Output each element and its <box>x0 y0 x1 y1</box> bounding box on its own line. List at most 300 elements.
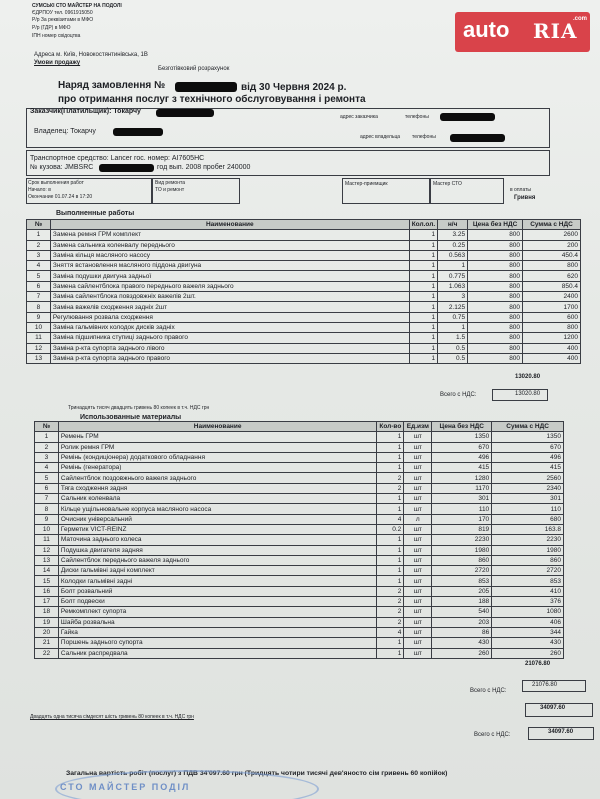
table-cell: 1 <box>409 353 437 363</box>
table-cell: 1 <box>409 343 437 353</box>
table-cell: шт <box>404 483 432 493</box>
table-cell: 260 <box>492 648 564 658</box>
autoria-watermark-logo <box>455 12 590 52</box>
table-cell: 2340 <box>492 483 564 493</box>
table-cell: 17 <box>35 597 59 607</box>
table-cell: Заміна кільця масляного насосу <box>50 250 409 260</box>
table-cell: 2560 <box>492 473 564 483</box>
table-row <box>35 432 564 442</box>
table-cell: Сальник распредвала <box>58 648 376 658</box>
table-cell: 1 <box>377 535 404 545</box>
table-cell: 4 <box>27 261 51 271</box>
grand-total-box-value: 34097.60 <box>540 705 566 711</box>
table-cell: 0.2 <box>377 524 404 534</box>
table-cell: 620 <box>523 271 581 281</box>
table-cell: 1 <box>409 302 437 312</box>
table-cell: шт <box>404 494 432 504</box>
table-cell: шт <box>404 432 432 442</box>
table-row <box>35 566 564 576</box>
table-cell: 496 <box>492 452 564 462</box>
table-cell: 800 <box>468 230 523 240</box>
table-cell: 19 <box>35 617 59 627</box>
table-cell: 1280 <box>432 473 492 483</box>
table-row <box>27 302 581 312</box>
redaction <box>113 128 163 136</box>
table-row <box>35 555 564 565</box>
works-amount-words: Тринадцять тисяч двадцять гривень 80 копеек в т.ч. НДС грн <box>68 405 210 411</box>
table-row <box>27 240 581 250</box>
table-cell: 6 <box>35 483 59 493</box>
table-cell: 0.5 <box>438 343 468 353</box>
table-cell: 410 <box>492 586 564 596</box>
table-cell: 850.4 <box>523 281 581 291</box>
table-cell: 800 <box>523 322 581 332</box>
table-cell: шт <box>404 473 432 483</box>
table-cell: 110 <box>432 504 492 514</box>
table-cell: 3 <box>35 452 59 462</box>
table-cell: 430 <box>432 638 492 648</box>
vehicle-line: год вып. 2008 пробег 240000 <box>157 164 251 171</box>
materials-table <box>34 421 564 659</box>
table-cell: 1350 <box>492 432 564 442</box>
table-row <box>27 322 581 332</box>
table-cell: Зняття встановлення масляного піддона двигуна <box>50 261 409 271</box>
table-cell: 1 <box>377 576 404 586</box>
table-cell: 1 <box>409 333 437 343</box>
table-cell: 680 <box>492 514 564 524</box>
works-total-label: Всего с НДС: <box>440 392 477 398</box>
vehicle-box <box>26 150 550 176</box>
table-cell: 13 <box>27 353 51 363</box>
table-cell: Диски гальмівні задні комплект <box>58 566 376 576</box>
table-cell: шт <box>404 566 432 576</box>
table-cell: Маточина заднього колеса <box>58 535 376 545</box>
table-cell: 9 <box>27 312 51 322</box>
table-cell: 600 <box>523 312 581 322</box>
table-cell: 1 <box>377 555 404 565</box>
table-cell: Герметик VICT-REINZ <box>58 524 376 534</box>
table-row <box>35 638 564 648</box>
table-row <box>35 452 564 462</box>
table-cell: 853 <box>432 576 492 586</box>
table-cell: 1.5 <box>438 333 468 343</box>
table-cell: Подушка двигателя задняя <box>58 545 376 555</box>
table-cell: 1 <box>409 322 437 332</box>
table-cell: 2 <box>377 586 404 596</box>
table-cell: 1 <box>438 261 468 271</box>
table-cell: 376 <box>492 597 564 607</box>
stamp-text: СТО МАЙСТЕР ПОДІЛ <box>60 782 191 792</box>
table-cell: 7 <box>35 494 59 504</box>
table-cell: шт <box>404 442 432 452</box>
vehicle-line: № кузова: JMBSRC <box>30 164 94 171</box>
table-cell: 301 <box>492 494 564 504</box>
materials-section-title: Использованные материалы <box>80 414 182 421</box>
table-cell: 800 <box>468 271 523 281</box>
table-cell: 2230 <box>432 535 492 545</box>
terms-label: Умови продажу <box>34 60 81 66</box>
table-cell: Поршень заднього супорта <box>58 638 376 648</box>
table-cell: Заміна підшипника ступиці заднього правого <box>50 333 409 343</box>
redaction <box>156 109 214 117</box>
table-cell: 1 <box>377 432 404 442</box>
works-subtotal: 13020.80 <box>515 374 541 380</box>
table-row <box>27 230 581 240</box>
table-row <box>35 442 564 452</box>
column-header: № <box>27 220 51 230</box>
table-cell: 16 <box>35 586 59 596</box>
repair-type-label: Вид ремонта <box>155 180 185 186</box>
table-cell: 1 <box>27 230 51 240</box>
table-cell: 400 <box>523 343 581 353</box>
table-row <box>35 524 564 534</box>
table-cell: шт <box>404 648 432 658</box>
logo-text: RIA <box>533 19 578 43</box>
table-cell: 3.25 <box>438 230 468 240</box>
table-cell: 1 <box>409 230 437 240</box>
table-cell: Ремень ГРМ <box>58 432 376 442</box>
redaction <box>99 164 154 172</box>
header-line: ІПН номер свідоцтва <box>32 33 81 39</box>
table-cell: 7 <box>27 292 51 302</box>
table-cell: Ремкомплект супорта <box>58 607 376 617</box>
table-cell: 1 <box>377 463 404 473</box>
table-cell: Заміна важелів сходження задніх 2шт <box>50 302 409 312</box>
table-cell: 800 <box>468 240 523 250</box>
table-row <box>35 545 564 555</box>
table-cell: 1 <box>409 292 437 302</box>
table-cell: Сальник коленвала <box>58 494 376 504</box>
table-cell: 406 <box>492 617 564 627</box>
table-cell: шт <box>404 617 432 627</box>
table-cell: шт <box>404 463 432 473</box>
table-cell: 1 <box>377 504 404 514</box>
table-row <box>27 353 581 363</box>
table-cell: Шайба розвальна <box>58 617 376 627</box>
table-cell: 0.75 <box>438 312 468 322</box>
table-cell: Гайка <box>58 627 376 637</box>
grand-total-summary: Загальна вартість робіт (послуг) з ПДВ 34'097.60 грн (Тридцять чотири тисячі дев'яносто сім гривень 60 копійок) <box>66 770 448 777</box>
column-header: н/ч <box>438 220 468 230</box>
table-cell: шт <box>404 545 432 555</box>
works-total: 13020.80 <box>515 391 541 397</box>
table-cell: 1 <box>377 638 404 648</box>
table-cell: 4 <box>377 514 404 524</box>
table-row <box>35 494 564 504</box>
table-cell: 1 <box>438 322 468 332</box>
column-header: Сумма с НДС <box>492 422 564 432</box>
table-cell: Замена сальника коленвалу переднього <box>50 240 409 250</box>
table-cell: 819 <box>432 524 492 534</box>
table-cell: 1 <box>377 545 404 555</box>
table-cell: 5 <box>35 473 59 483</box>
table-cell: 800 <box>468 322 523 332</box>
table-row <box>27 250 581 260</box>
column-header: Ед.изм <box>404 422 432 432</box>
table-cell: 0.25 <box>438 240 468 250</box>
table-cell: 2 <box>377 617 404 627</box>
table-cell: 0.5 <box>438 353 468 363</box>
table-cell: 415 <box>432 463 492 473</box>
repair-type-value: ТО и ремонт <box>155 187 185 193</box>
table-cell: 400 <box>523 353 581 363</box>
grand-total-label: Всего с НДС: <box>474 732 511 738</box>
table-row <box>35 463 564 473</box>
table-cell: 1 <box>409 281 437 291</box>
table-cell: 2600 <box>523 230 581 240</box>
table-cell: 1170 <box>432 483 492 493</box>
table-cell: 1 <box>377 566 404 576</box>
table-cell: 11 <box>27 333 51 343</box>
table-header-row <box>27 220 581 230</box>
table-cell: 1 <box>409 312 437 322</box>
table-cell: 18 <box>35 607 59 617</box>
grand-total: 34097.60 <box>548 729 574 735</box>
table-cell: 1200 <box>523 333 581 343</box>
table-cell: 0.775 <box>438 271 468 281</box>
document-date: від 30 Червня 2024 р. <box>241 82 347 93</box>
table-cell: 800 <box>468 333 523 343</box>
table-cell: 853 <box>492 576 564 586</box>
start-label: Начало: в <box>28 187 51 193</box>
table-cell: 260 <box>432 648 492 658</box>
table-cell: 1 <box>377 494 404 504</box>
table-cell: 800 <box>523 261 581 271</box>
table-cell: 2 <box>377 597 404 607</box>
table-cell: Заміна р-кта супорта заднього лівого <box>50 343 409 353</box>
table-cell: 496 <box>432 452 492 462</box>
column-header: Наименование <box>50 220 409 230</box>
table-cell: Замена сайлентблока правого переднього важеля заднього <box>50 281 409 291</box>
table-cell: шт <box>404 576 432 586</box>
table-cell: 1080 <box>492 607 564 617</box>
table-cell: 3 <box>438 292 468 302</box>
table-header-row <box>35 422 564 432</box>
table-cell: Колодки гальмівні задні <box>58 576 376 586</box>
table-cell: шт <box>404 627 432 637</box>
customer-phone-label: телефоны <box>405 114 429 120</box>
terms-value: Безготівковий розрахунок <box>158 66 230 72</box>
table-cell: 800 <box>468 261 523 271</box>
table-cell: 8 <box>27 302 51 312</box>
table-cell: 4 <box>377 627 404 637</box>
table-cell: Ролик ремня ГРМ <box>58 442 376 452</box>
table-row <box>27 271 581 281</box>
table-row <box>35 627 564 637</box>
table-cell: 800 <box>468 353 523 363</box>
table-cell: 22 <box>35 648 59 658</box>
table-cell: 205 <box>432 586 492 596</box>
table-cell: 1 <box>377 442 404 452</box>
column-header: № <box>35 422 59 432</box>
table-cell: шт <box>404 452 432 462</box>
table-cell: 20 <box>35 627 59 637</box>
table-cell: 800 <box>468 343 523 353</box>
table-row <box>35 576 564 586</box>
table-cell: 860 <box>492 555 564 565</box>
table-cell: 415 <box>492 463 564 473</box>
table-cell: 1.063 <box>438 281 468 291</box>
table-cell: 800 <box>468 250 523 260</box>
table-row <box>35 473 564 483</box>
table-cell: Ремінь (кондиціонера) додаткового обладнання <box>58 452 376 462</box>
table-cell: шт <box>404 607 432 617</box>
table-cell: 540 <box>432 607 492 617</box>
table-cell: Кільце ущільнювальне корпуса масляного насоса <box>58 504 376 514</box>
header-line: Р/р За реквізитами в МФО <box>32 17 94 23</box>
table-cell: 13 <box>35 555 59 565</box>
table-cell: шт <box>404 638 432 648</box>
header-line: Р/р (ГДР) в МФО <box>32 25 71 31</box>
payer-label: Заказчик(Платильщик): Токарчу <box>30 108 141 115</box>
redaction <box>450 134 505 142</box>
materials-total-label: Всего с НДС: <box>470 688 507 694</box>
column-header: Цена без НДС <box>468 220 523 230</box>
table-cell: 670 <box>492 442 564 452</box>
owner-address-label: адрес владельца <box>360 134 401 140</box>
table-cell: Сайлентблок поздовжнього важеля заднього <box>58 473 376 483</box>
table-row <box>35 617 564 627</box>
table-cell: 3 <box>27 250 51 260</box>
pay-value: Гривня <box>514 195 536 201</box>
table-cell: Регулювання розвала сходження <box>50 312 409 322</box>
table-cell: Заміна р-кта супорта заднього правого <box>50 353 409 363</box>
table-cell: Болт подвески <box>58 597 376 607</box>
customer-address-label: адрес заказчика <box>340 114 378 120</box>
table-cell: 14 <box>35 566 59 576</box>
table-cell: шт <box>404 586 432 596</box>
column-header: Наименование <box>58 422 376 432</box>
end-label: Окончание 01.07.24 в 17:20 <box>28 194 93 200</box>
table-row <box>35 597 564 607</box>
table-cell: 800 <box>468 312 523 322</box>
works-section-title: Выполненные работы <box>56 210 135 217</box>
owner-label: Владелец: Токарчу <box>34 128 96 135</box>
table-cell: 15 <box>35 576 59 586</box>
pay-label: в оплаты <box>510 187 532 193</box>
table-cell: 200 <box>523 240 581 250</box>
table-cell: Болт розвальний <box>58 586 376 596</box>
table-cell: 800 <box>468 292 523 302</box>
table-row <box>27 343 581 353</box>
table-cell: 2 <box>377 483 404 493</box>
table-cell: 2 <box>377 607 404 617</box>
table-row <box>35 648 564 658</box>
document-title: Наряд замовлення № <box>58 80 166 91</box>
table-cell: 670 <box>432 442 492 452</box>
table-row <box>35 483 564 493</box>
table-cell: 2720 <box>492 566 564 576</box>
table-cell: 0.563 <box>438 250 468 260</box>
table-cell: 2.125 <box>438 302 468 312</box>
table-cell: 301 <box>432 494 492 504</box>
column-header: Сумма с НДС <box>523 220 581 230</box>
table-row <box>35 535 564 545</box>
table-cell: 6 <box>27 281 51 291</box>
table-row <box>35 504 564 514</box>
company-address: Адреса м. Київ, Новокостянтинівська, 1В <box>34 52 148 58</box>
table-cell: 2400 <box>523 292 581 302</box>
vehicle-line: Транспортное средство: Lancer гос. номер: AI7605HC <box>30 155 205 162</box>
header-line: ЄДРПОУ тел. 0961915050 <box>32 10 93 16</box>
table-cell: л <box>404 514 432 524</box>
header-line: СУМСЬКІ СТО МАЙСТЕР НА ПОДОЛІ <box>32 3 122 9</box>
table-cell: 9 <box>35 514 59 524</box>
master-label: Мастер-приемщик <box>345 181 388 187</box>
table-row <box>35 586 564 596</box>
document-subtitle: про отримання послуг з технічного обслуговування і ремонта <box>58 94 366 105</box>
table-cell: 2 <box>377 473 404 483</box>
table-cell: 1 <box>409 261 437 271</box>
table-cell: Тяга сходження задня <box>58 483 376 493</box>
column-header: Цена без НДС <box>432 422 492 432</box>
column-header: Кол-во <box>377 422 404 432</box>
works-table <box>26 219 581 364</box>
materials-amount-words: Двадцять одна тисяча сімдесят шість гривень 80 копеек в т.ч. НДС грн <box>30 714 194 720</box>
logo-text: .com <box>573 16 588 22</box>
table-cell: 1980 <box>432 545 492 555</box>
table-cell: 2720 <box>432 566 492 576</box>
table-cell: 1980 <box>492 545 564 555</box>
table-cell: шт <box>404 555 432 565</box>
table-cell: Заміна подушки двигуна задньої <box>50 271 409 281</box>
table-cell: 10 <box>35 524 59 534</box>
table-cell: 170 <box>432 514 492 524</box>
table-cell: шт <box>404 597 432 607</box>
table-row <box>27 312 581 322</box>
table-cell: 110 <box>492 504 564 514</box>
logo-text: auto <box>463 17 510 42</box>
table-cell: 800 <box>468 281 523 291</box>
table-cell: 4 <box>35 463 59 473</box>
materials-subtotal: 21076.80 <box>525 661 551 667</box>
materials-total: 21076.80 <box>532 682 558 688</box>
table-row <box>35 514 564 524</box>
table-cell: 8 <box>35 504 59 514</box>
table-cell: 2 <box>27 240 51 250</box>
table-cell: 1 <box>409 271 437 281</box>
table-cell: Заміна гальмівних колодок дисків задніх <box>50 322 409 332</box>
sto-master-label: Мастер СТО <box>433 181 462 187</box>
table-cell: 800 <box>468 302 523 312</box>
table-cell: 2 <box>35 442 59 452</box>
table-cell: 1 <box>409 240 437 250</box>
table-cell: 5 <box>27 271 51 281</box>
table-cell: 12 <box>27 343 51 353</box>
table-cell: Очисник універсальний <box>58 514 376 524</box>
table-cell: 1700 <box>523 302 581 312</box>
table-cell: 10 <box>27 322 51 332</box>
table-cell: 2230 <box>492 535 564 545</box>
table-row <box>27 281 581 291</box>
table-cell: 163.8 <box>492 524 564 534</box>
table-cell: шт <box>404 524 432 534</box>
table-cell: 1 <box>35 432 59 442</box>
table-cell: Замена ремня ГРМ комплект <box>50 230 409 240</box>
table-cell: 1 <box>377 648 404 658</box>
table-cell: Ремінь (генератора) <box>58 463 376 473</box>
table-cell: 430 <box>492 638 564 648</box>
table-cell: Сайлентблок переднього важеля заднього <box>58 555 376 565</box>
table-row <box>27 333 581 343</box>
deadline-label: Срок выполнения работ <box>28 180 84 186</box>
table-row <box>27 292 581 302</box>
table-cell: 11 <box>35 535 59 545</box>
redaction <box>440 113 495 121</box>
table-cell: 86 <box>432 627 492 637</box>
table-cell: шт <box>404 535 432 545</box>
redaction <box>175 82 237 92</box>
